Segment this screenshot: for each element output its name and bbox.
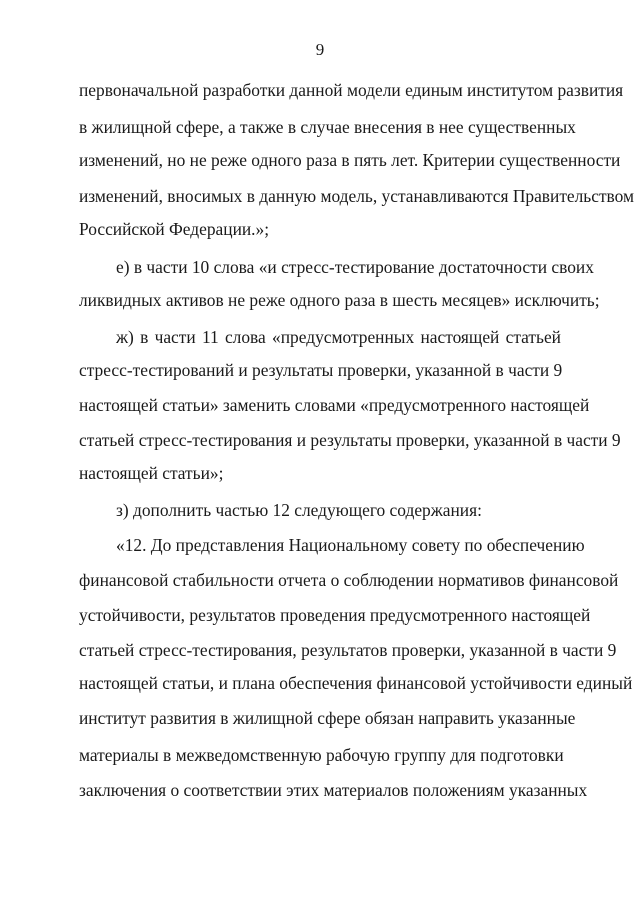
text-line: институт развития в жилищной сфере обязан направить указанные [79,708,576,728]
text-line: настоящей статьи»; [79,463,224,483]
text-line: в жилищной сфере, а также в случае внесения в нее существенных [79,117,576,137]
text-line: ж) в части 11 слова «предусмотренных настоящей статьей [116,327,561,347]
text-line: статьей стресс-тестирования, результатов проверки, указанной в части 9 [79,640,617,660]
text-line: ликвидных активов не реже одного раза в шесть месяцев» исключить; [79,290,600,310]
text-line: е) в части 10 слова «и стресс-тестирование достаточности своих [116,257,594,277]
text-line: финансовой стабильности отчета о соблюдении нормативов финансовой [79,570,619,590]
text-line: устойчивости, результатов проведения предусмотренного настоящей [79,605,591,625]
text-line: стресс-тестирований и результаты проверки, указанной в части 9 [79,360,563,380]
text-line: статьей стресс-тестирования и результаты проверки, указанной в части 9 [79,430,621,450]
text-line: первоначальной разработки данной модели единым институтом развития [79,80,624,100]
page-number: 9 [315,40,325,59]
text-line: изменений, но не реже одного раза в пять лет. Критерии существенности [79,150,621,170]
text-line: настоящей статьи» заменить словами «предусмотренного настоящей [79,395,590,415]
text-line: материалы в межведомственную рабочую группу для подготовки [79,745,564,765]
text-line: Российской Федерации.»; [79,219,270,239]
text-line: з) дополнить частью 12 следующего содержания: [116,500,482,520]
text-line: заключения о соответствии этих материалов положениям указанных [79,780,588,800]
text-line: «12. До представления Национальному совету по обеспечению [116,535,585,555]
text-line: изменений, вносимых в данную модель, устанавливаются Правительством [79,186,635,206]
text-line: настоящей статьи, и плана обеспечения финансовой устойчивости единый [79,673,633,693]
